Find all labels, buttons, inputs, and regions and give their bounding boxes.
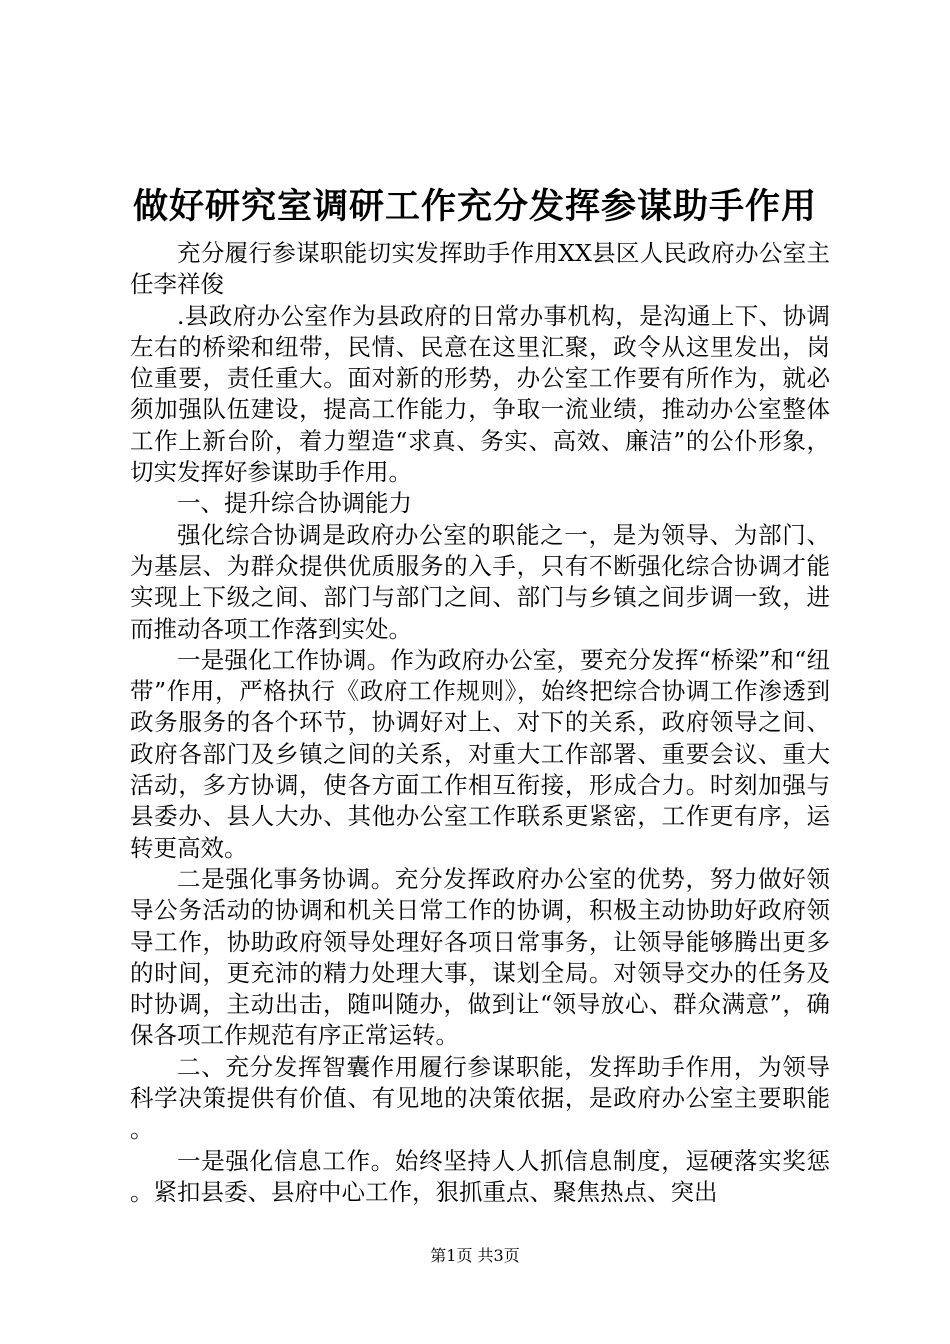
paragraph-information-work: 一是强化信息工作。始终坚持人人抓信息制度，逗硬落实奖惩。紧扣县委、县府中心工作，狠抓重点、聚焦热点、突出 [130, 1146, 830, 1206]
section-heading-1: 一、提升综合协调能力 [177, 489, 412, 518]
paragraph-affairs-coordination: 二是强化事务协调。充分发挥政府办公室的优势，努力做好领导公务活动的协调和机关日常工作的协调，积极主动协助好政府领导工作，协助政府领导处理好各项日常事务，让领导能够腾出更多的时间，更充沛的精力处理大事，谋划全局。对领导交办的任务及时协调，主动出击，随叫随办，做到让“领导放心、群众满意”，确保各项工作规范有序正常运转。 [130, 864, 830, 1050]
document-body [130, 238, 830, 1208]
paragraph-author-line: 充分履行参谋职能切实发挥助手作用XX县区人民政府办公室主任李祥俊 [130, 239, 830, 299]
paragraph-work-coordination: 一是强化工作协调。作为政府办公室，要充分发挥“桥梁”和“纽带”作用，严格执行《政府工作规则》，始终把综合协调工作渗透到政务服务的各个环节，协调好对上、对下的关系，政府领导之间、政府各部门及乡镇之间的关系，对重大工作部署、重要会议、重大活动，多方协调，使各方面工作相互衔接，形成合力。时刻加强与县委办、县人大办、其他办公室工作联系更紧密，工作更有序，运转更高效。 [130, 645, 830, 862]
document-title: 做好研究室调研工作充分发挥参谋助手作用 [132, 186, 817, 227]
page-number-footer: 第1页 共3页 [430, 1246, 520, 1265]
paragraph-coordination: 强化综合协调是政府办公室的职能之一，是为领导、为部门、为基层、为群众提供优质服务的入手，只有不断强化综合协调才能实现上下级之间、部门与部门之间、部门与乡镇之间步调一致，进而推动各项工作落到实处。 [130, 520, 830, 643]
section-heading-2: 二、充分发挥智囊作用履行参谋职能，发挥助手作用，为领导科学决策提供有价值、有见地的决策依据，是政府办公室主要职能。 [130, 1052, 830, 1144]
paragraph-intro: .县政府办公室作为县政府的日常办事机构，是沟通上下、协调左右的桥梁和纽带，民情、民意在这里汇聚，政令从这里发出，岗位重要，责任重大。面对新的形势，办公室工作要有所作为，就必须加强队伍建设，提高工作能力，争取一流业绩，推动办公室整体工作上新台阶，着力塑造“求真、务实、高效、廉洁”的公仆形象，切实发挥好参谋助手作用。 [130, 301, 830, 487]
